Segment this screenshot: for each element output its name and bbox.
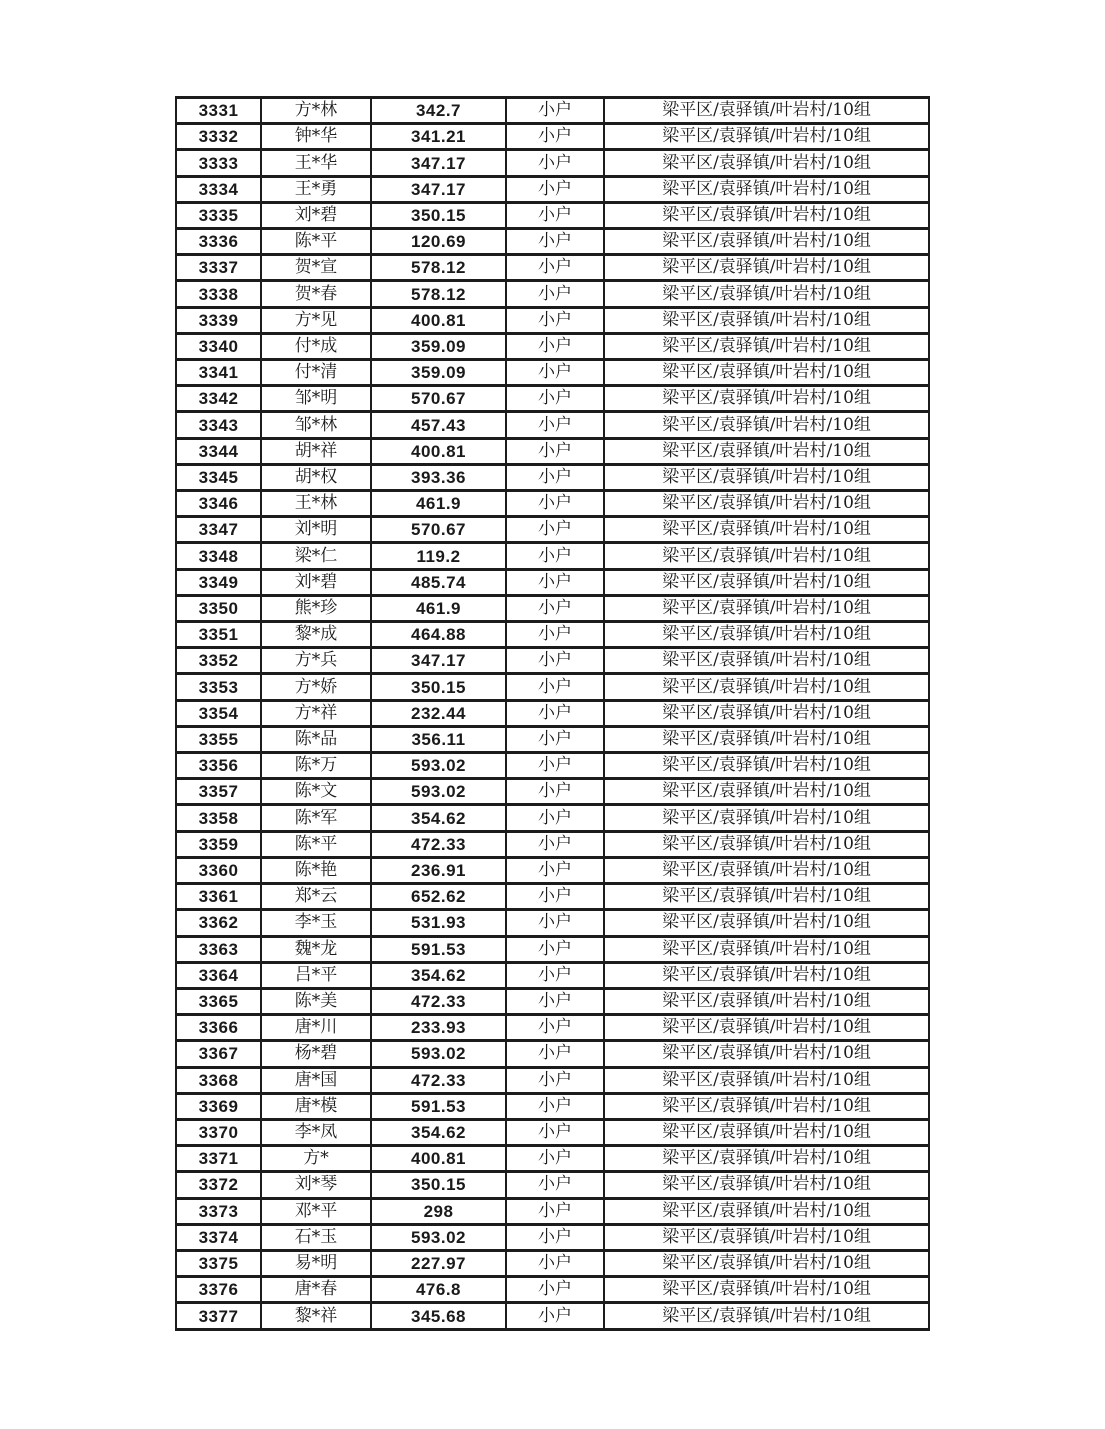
cell-name: 付*清	[261, 360, 371, 386]
table-row	[176, 1015, 929, 1041]
cell-id: 3373	[176, 1198, 261, 1224]
cell-id: 3376	[176, 1277, 261, 1303]
cell-value: 457.43	[371, 412, 506, 438]
table-row	[176, 1067, 929, 1093]
cell-id: 3340	[176, 333, 261, 359]
cell-category: 小户	[506, 674, 604, 700]
cell-category: 小户	[506, 595, 604, 621]
cell-id: 3339	[176, 307, 261, 333]
cell-value: 354.62	[371, 1119, 506, 1145]
table-row	[176, 569, 929, 595]
cell-name: 陈*军	[261, 805, 371, 831]
cell-name: 刘*碧	[261, 202, 371, 228]
cell-id: 3371	[176, 1146, 261, 1172]
cell-location: 梁平区/袁驿镇/叶岩村/10组	[604, 1224, 929, 1250]
cell-value: 345.68	[371, 1303, 506, 1330]
cell-name: 石*玉	[261, 1224, 371, 1250]
table-row	[176, 700, 929, 726]
cell-category: 小户	[506, 569, 604, 595]
cell-value: 233.93	[371, 1015, 506, 1041]
table-row	[176, 910, 929, 936]
table-row	[176, 1041, 929, 1067]
cell-location: 梁平区/袁驿镇/叶岩村/10组	[604, 831, 929, 857]
cell-location: 梁平区/袁驿镇/叶岩村/10组	[604, 595, 929, 621]
cell-id: 3374	[176, 1224, 261, 1250]
cell-category: 小户	[506, 124, 604, 150]
cell-id: 3362	[176, 910, 261, 936]
cell-value: 119.2	[371, 543, 506, 569]
table-row	[176, 229, 929, 255]
cell-location: 梁平区/袁驿镇/叶岩村/10组	[604, 910, 929, 936]
cell-location: 梁平区/袁驿镇/叶岩村/10组	[604, 936, 929, 962]
cell-name: 郑*云	[261, 884, 371, 910]
cell-name: 方*兵	[261, 648, 371, 674]
cell-category: 小户	[506, 255, 604, 281]
cell-id: 3375	[176, 1250, 261, 1276]
cell-category: 小户	[506, 1250, 604, 1276]
cell-category: 小户	[506, 1198, 604, 1224]
cell-category: 小户	[506, 779, 604, 805]
cell-name: 贺*春	[261, 281, 371, 307]
cell-name: 方*娇	[261, 674, 371, 700]
table-row	[176, 1277, 929, 1303]
table-row	[176, 438, 929, 464]
cell-id: 3335	[176, 202, 261, 228]
cell-value: 354.62	[371, 805, 506, 831]
cell-id: 3334	[176, 176, 261, 202]
cell-category: 小户	[506, 1224, 604, 1250]
cell-name: 唐*春	[261, 1277, 371, 1303]
cell-value: 400.81	[371, 1146, 506, 1172]
cell-location: 梁平区/袁驿镇/叶岩村/10组	[604, 1250, 929, 1276]
cell-category: 小户	[506, 1277, 604, 1303]
table-row	[176, 857, 929, 883]
cell-location: 梁平区/袁驿镇/叶岩村/10组	[604, 726, 929, 752]
table-row	[176, 831, 929, 857]
cell-name: 陈*平	[261, 229, 371, 255]
cell-value: 354.62	[371, 962, 506, 988]
cell-location: 梁平区/袁驿镇/叶岩村/10组	[604, 1172, 929, 1198]
cell-id: 3363	[176, 936, 261, 962]
cell-category: 小户	[506, 726, 604, 752]
cell-category: 小户	[506, 202, 604, 228]
table-row	[176, 1146, 929, 1172]
cell-name: 王*华	[261, 150, 371, 176]
cell-category: 小户	[506, 1015, 604, 1041]
cell-value: 298	[371, 1198, 506, 1224]
cell-location: 梁平区/袁驿镇/叶岩村/10组	[604, 622, 929, 648]
table-row	[176, 333, 929, 359]
cell-name: 刘*琴	[261, 1172, 371, 1198]
table-row	[176, 1198, 929, 1224]
cell-value: 570.67	[371, 517, 506, 543]
cell-location: 梁平区/袁驿镇/叶岩村/10组	[604, 1277, 929, 1303]
table-row	[176, 360, 929, 386]
cell-location: 梁平区/袁驿镇/叶岩村/10组	[604, 753, 929, 779]
cell-name: 钟*华	[261, 124, 371, 150]
cell-location: 梁平区/袁驿镇/叶岩村/10组	[604, 124, 929, 150]
cell-value: 593.02	[371, 1041, 506, 1067]
cell-id: 3341	[176, 360, 261, 386]
cell-name: 邓*平	[261, 1198, 371, 1224]
cell-value: 485.74	[371, 569, 506, 595]
cell-name: 王*勇	[261, 176, 371, 202]
cell-value: 393.36	[371, 464, 506, 490]
table-row	[176, 805, 929, 831]
cell-id: 3354	[176, 700, 261, 726]
cell-category: 小户	[506, 1093, 604, 1119]
cell-id: 3369	[176, 1093, 261, 1119]
cell-value: 578.12	[371, 281, 506, 307]
cell-category: 小户	[506, 517, 604, 543]
cell-location: 梁平区/袁驿镇/叶岩村/10组	[604, 1198, 929, 1224]
cell-location: 梁平区/袁驿镇/叶岩村/10组	[604, 412, 929, 438]
cell-category: 小户	[506, 360, 604, 386]
cell-value: 591.53	[371, 1093, 506, 1119]
table-row	[176, 648, 929, 674]
cell-value: 476.8	[371, 1277, 506, 1303]
cell-value: 350.15	[371, 202, 506, 228]
cell-category: 小户	[506, 936, 604, 962]
cell-category: 小户	[506, 281, 604, 307]
table-row	[176, 1224, 929, 1250]
cell-value: 232.44	[371, 700, 506, 726]
cell-value: 578.12	[371, 255, 506, 281]
cell-value: 342.7	[371, 98, 506, 124]
cell-id: 3332	[176, 124, 261, 150]
table-row	[176, 412, 929, 438]
cell-category: 小户	[506, 386, 604, 412]
cell-category: 小户	[506, 412, 604, 438]
cell-category: 小户	[506, 98, 604, 124]
cell-location: 梁平区/袁驿镇/叶岩村/10组	[604, 857, 929, 883]
cell-id: 3361	[176, 884, 261, 910]
cell-id: 3351	[176, 622, 261, 648]
cell-id: 3353	[176, 674, 261, 700]
cell-name: 陈*平	[261, 831, 371, 857]
cell-location: 梁平区/袁驿镇/叶岩村/10组	[604, 517, 929, 543]
table-row	[176, 622, 929, 648]
cell-location: 梁平区/袁驿镇/叶岩村/10组	[604, 962, 929, 988]
cell-id: 3359	[176, 831, 261, 857]
table-row	[176, 779, 929, 805]
cell-id: 3377	[176, 1303, 261, 1330]
cell-name: 刘*碧	[261, 569, 371, 595]
cell-name: 陈*艳	[261, 857, 371, 883]
cell-value: 461.9	[371, 491, 506, 517]
household-table	[175, 96, 930, 1331]
cell-value: 593.02	[371, 779, 506, 805]
cell-location: 梁平区/袁驿镇/叶岩村/10组	[604, 281, 929, 307]
cell-category: 小户	[506, 831, 604, 857]
cell-id: 3345	[176, 464, 261, 490]
cell-value: 347.17	[371, 176, 506, 202]
table-row	[176, 1119, 929, 1145]
table-row	[176, 753, 929, 779]
cell-category: 小户	[506, 307, 604, 333]
table-row	[176, 491, 929, 517]
cell-id: 3360	[176, 857, 261, 883]
cell-location: 梁平区/袁驿镇/叶岩村/10组	[604, 543, 929, 569]
table-row	[176, 1250, 929, 1276]
cell-id: 3355	[176, 726, 261, 752]
cell-location: 梁平区/袁驿镇/叶岩村/10组	[604, 307, 929, 333]
cell-category: 小户	[506, 910, 604, 936]
cell-location: 梁平区/袁驿镇/叶岩村/10组	[604, 805, 929, 831]
cell-id: 3350	[176, 595, 261, 621]
cell-category: 小户	[506, 884, 604, 910]
cell-value: 570.67	[371, 386, 506, 412]
cell-value: 531.93	[371, 910, 506, 936]
cell-category: 小户	[506, 1303, 604, 1330]
cell-value: 400.81	[371, 307, 506, 333]
cell-name: 胡*权	[261, 464, 371, 490]
cell-location: 梁平区/袁驿镇/叶岩村/10组	[604, 988, 929, 1014]
cell-name: 陈*品	[261, 726, 371, 752]
table-row	[176, 255, 929, 281]
table-row	[176, 464, 929, 490]
cell-name: 黎*祥	[261, 1303, 371, 1330]
cell-location: 梁平区/袁驿镇/叶岩村/10组	[604, 884, 929, 910]
cell-name: 唐*川	[261, 1015, 371, 1041]
cell-name: 易*明	[261, 1250, 371, 1276]
cell-id: 3372	[176, 1172, 261, 1198]
cell-location: 梁平区/袁驿镇/叶岩村/10组	[604, 1093, 929, 1119]
cell-value: 591.53	[371, 936, 506, 962]
cell-name: 黎*成	[261, 622, 371, 648]
cell-id: 3366	[176, 1015, 261, 1041]
cell-id: 3336	[176, 229, 261, 255]
cell-category: 小户	[506, 150, 604, 176]
table-row	[176, 1172, 929, 1198]
cell-name: 唐*模	[261, 1093, 371, 1119]
cell-location: 梁平区/袁驿镇/叶岩村/10组	[604, 438, 929, 464]
cell-category: 小户	[506, 1119, 604, 1145]
cell-category: 小户	[506, 962, 604, 988]
cell-location: 梁平区/袁驿镇/叶岩村/10组	[604, 464, 929, 490]
cell-value: 359.09	[371, 333, 506, 359]
cell-location: 梁平区/袁驿镇/叶岩村/10组	[604, 700, 929, 726]
cell-id: 3364	[176, 962, 261, 988]
cell-location: 梁平区/袁驿镇/叶岩村/10组	[604, 491, 929, 517]
cell-id: 3348	[176, 543, 261, 569]
cell-id: 3358	[176, 805, 261, 831]
cell-name: 王*林	[261, 491, 371, 517]
cell-name: 陈*万	[261, 753, 371, 779]
table-row	[176, 962, 929, 988]
cell-name: 方*林	[261, 98, 371, 124]
table-row	[176, 674, 929, 700]
cell-value: 593.02	[371, 1224, 506, 1250]
cell-name: 唐*国	[261, 1067, 371, 1093]
cell-value: 593.02	[371, 753, 506, 779]
cell-name: 杨*碧	[261, 1041, 371, 1067]
cell-location: 梁平区/袁驿镇/叶岩村/10组	[604, 1303, 929, 1330]
cell-name: 方*祥	[261, 700, 371, 726]
cell-value: 359.09	[371, 360, 506, 386]
cell-id: 3365	[176, 988, 261, 1014]
cell-location: 梁平区/袁驿镇/叶岩村/10组	[604, 255, 929, 281]
cell-name: 贺*宣	[261, 255, 371, 281]
cell-category: 小户	[506, 753, 604, 779]
table-row	[176, 988, 929, 1014]
cell-id: 3352	[176, 648, 261, 674]
cell-name: 付*成	[261, 333, 371, 359]
table-row	[176, 98, 929, 124]
cell-value: 652.62	[371, 884, 506, 910]
table-row	[176, 202, 929, 228]
cell-id: 3368	[176, 1067, 261, 1093]
cell-value: 472.33	[371, 988, 506, 1014]
cell-category: 小户	[506, 176, 604, 202]
table-row	[176, 176, 929, 202]
cell-id: 3343	[176, 412, 261, 438]
cell-category: 小户	[506, 464, 604, 490]
cell-location: 梁平区/袁驿镇/叶岩村/10组	[604, 229, 929, 255]
cell-id: 3333	[176, 150, 261, 176]
table-row	[176, 1093, 929, 1119]
cell-id: 3370	[176, 1119, 261, 1145]
cell-name: 陈*美	[261, 988, 371, 1014]
cell-value: 120.69	[371, 229, 506, 255]
cell-category: 小户	[506, 700, 604, 726]
cell-location: 梁平区/袁驿镇/叶岩村/10组	[604, 1015, 929, 1041]
cell-id: 3337	[176, 255, 261, 281]
cell-value: 461.9	[371, 595, 506, 621]
cell-name: 李*凤	[261, 1119, 371, 1145]
cell-value: 341.21	[371, 124, 506, 150]
table-row	[176, 124, 929, 150]
table-row	[176, 1303, 929, 1330]
cell-location: 梁平区/袁驿镇/叶岩村/10组	[604, 360, 929, 386]
cell-value: 472.33	[371, 831, 506, 857]
cell-location: 梁平区/袁驿镇/叶岩村/10组	[604, 648, 929, 674]
cell-name: 邹*明	[261, 386, 371, 412]
cell-id: 3346	[176, 491, 261, 517]
table-row	[176, 884, 929, 910]
cell-name: 熊*珍	[261, 595, 371, 621]
cell-name: 梁*仁	[261, 543, 371, 569]
cell-value: 227.97	[371, 1250, 506, 1276]
table-row	[176, 595, 929, 621]
cell-category: 小户	[506, 648, 604, 674]
table-row	[176, 936, 929, 962]
cell-category: 小户	[506, 1067, 604, 1093]
table-row	[176, 150, 929, 176]
cell-id: 3342	[176, 386, 261, 412]
cell-location: 梁平区/袁驿镇/叶岩村/10组	[604, 1041, 929, 1067]
cell-category: 小户	[506, 1146, 604, 1172]
table-row	[176, 543, 929, 569]
cell-location: 梁平区/袁驿镇/叶岩村/10组	[604, 674, 929, 700]
cell-value: 350.15	[371, 674, 506, 700]
cell-name: 魏*龙	[261, 936, 371, 962]
cell-category: 小户	[506, 229, 604, 255]
cell-location: 梁平区/袁驿镇/叶岩村/10组	[604, 1119, 929, 1145]
cell-value: 236.91	[371, 857, 506, 883]
cell-id: 3356	[176, 753, 261, 779]
cell-id: 3357	[176, 779, 261, 805]
cell-category: 小户	[506, 988, 604, 1014]
cell-id: 3344	[176, 438, 261, 464]
cell-name: 方*见	[261, 307, 371, 333]
cell-name: 李*玉	[261, 910, 371, 936]
cell-name: 吕*平	[261, 962, 371, 988]
cell-category: 小户	[506, 543, 604, 569]
cell-location: 梁平区/袁驿镇/叶岩村/10组	[604, 333, 929, 359]
cell-location: 梁平区/袁驿镇/叶岩村/10组	[604, 386, 929, 412]
cell-category: 小户	[506, 333, 604, 359]
cell-value: 356.11	[371, 726, 506, 752]
cell-value: 347.17	[371, 648, 506, 674]
table-row	[176, 281, 929, 307]
table-row	[176, 386, 929, 412]
cell-category: 小户	[506, 805, 604, 831]
cell-category: 小户	[506, 1041, 604, 1067]
cell-id: 3349	[176, 569, 261, 595]
cell-location: 梁平区/袁驿镇/叶岩村/10组	[604, 150, 929, 176]
cell-category: 小户	[506, 1172, 604, 1198]
cell-location: 梁平区/袁驿镇/叶岩村/10组	[604, 176, 929, 202]
cell-id: 3338	[176, 281, 261, 307]
cell-category: 小户	[506, 438, 604, 464]
cell-value: 350.15	[371, 1172, 506, 1198]
cell-location: 梁平区/袁驿镇/叶岩村/10组	[604, 1067, 929, 1093]
cell-category: 小户	[506, 622, 604, 648]
cell-location: 梁平区/袁驿镇/叶岩村/10组	[604, 98, 929, 124]
cell-value: 464.88	[371, 622, 506, 648]
cell-location: 梁平区/袁驿镇/叶岩村/10组	[604, 202, 929, 228]
cell-category: 小户	[506, 857, 604, 883]
cell-name: 胡*祥	[261, 438, 371, 464]
cell-id: 3367	[176, 1041, 261, 1067]
cell-name: 陈*文	[261, 779, 371, 805]
cell-value: 472.33	[371, 1067, 506, 1093]
cell-name: 邹*林	[261, 412, 371, 438]
table-row	[176, 517, 929, 543]
cell-location: 梁平区/袁驿镇/叶岩村/10组	[604, 779, 929, 805]
table-body	[176, 98, 929, 1330]
table-row	[176, 307, 929, 333]
cell-value: 400.81	[371, 438, 506, 464]
cell-location: 梁平区/袁驿镇/叶岩村/10组	[604, 1146, 929, 1172]
cell-value: 347.17	[371, 150, 506, 176]
cell-id: 3347	[176, 517, 261, 543]
cell-name: 方*	[261, 1146, 371, 1172]
cell-name: 刘*明	[261, 517, 371, 543]
cell-category: 小户	[506, 491, 604, 517]
cell-id: 3331	[176, 98, 261, 124]
table-row	[176, 726, 929, 752]
cell-location: 梁平区/袁驿镇/叶岩村/10组	[604, 569, 929, 595]
